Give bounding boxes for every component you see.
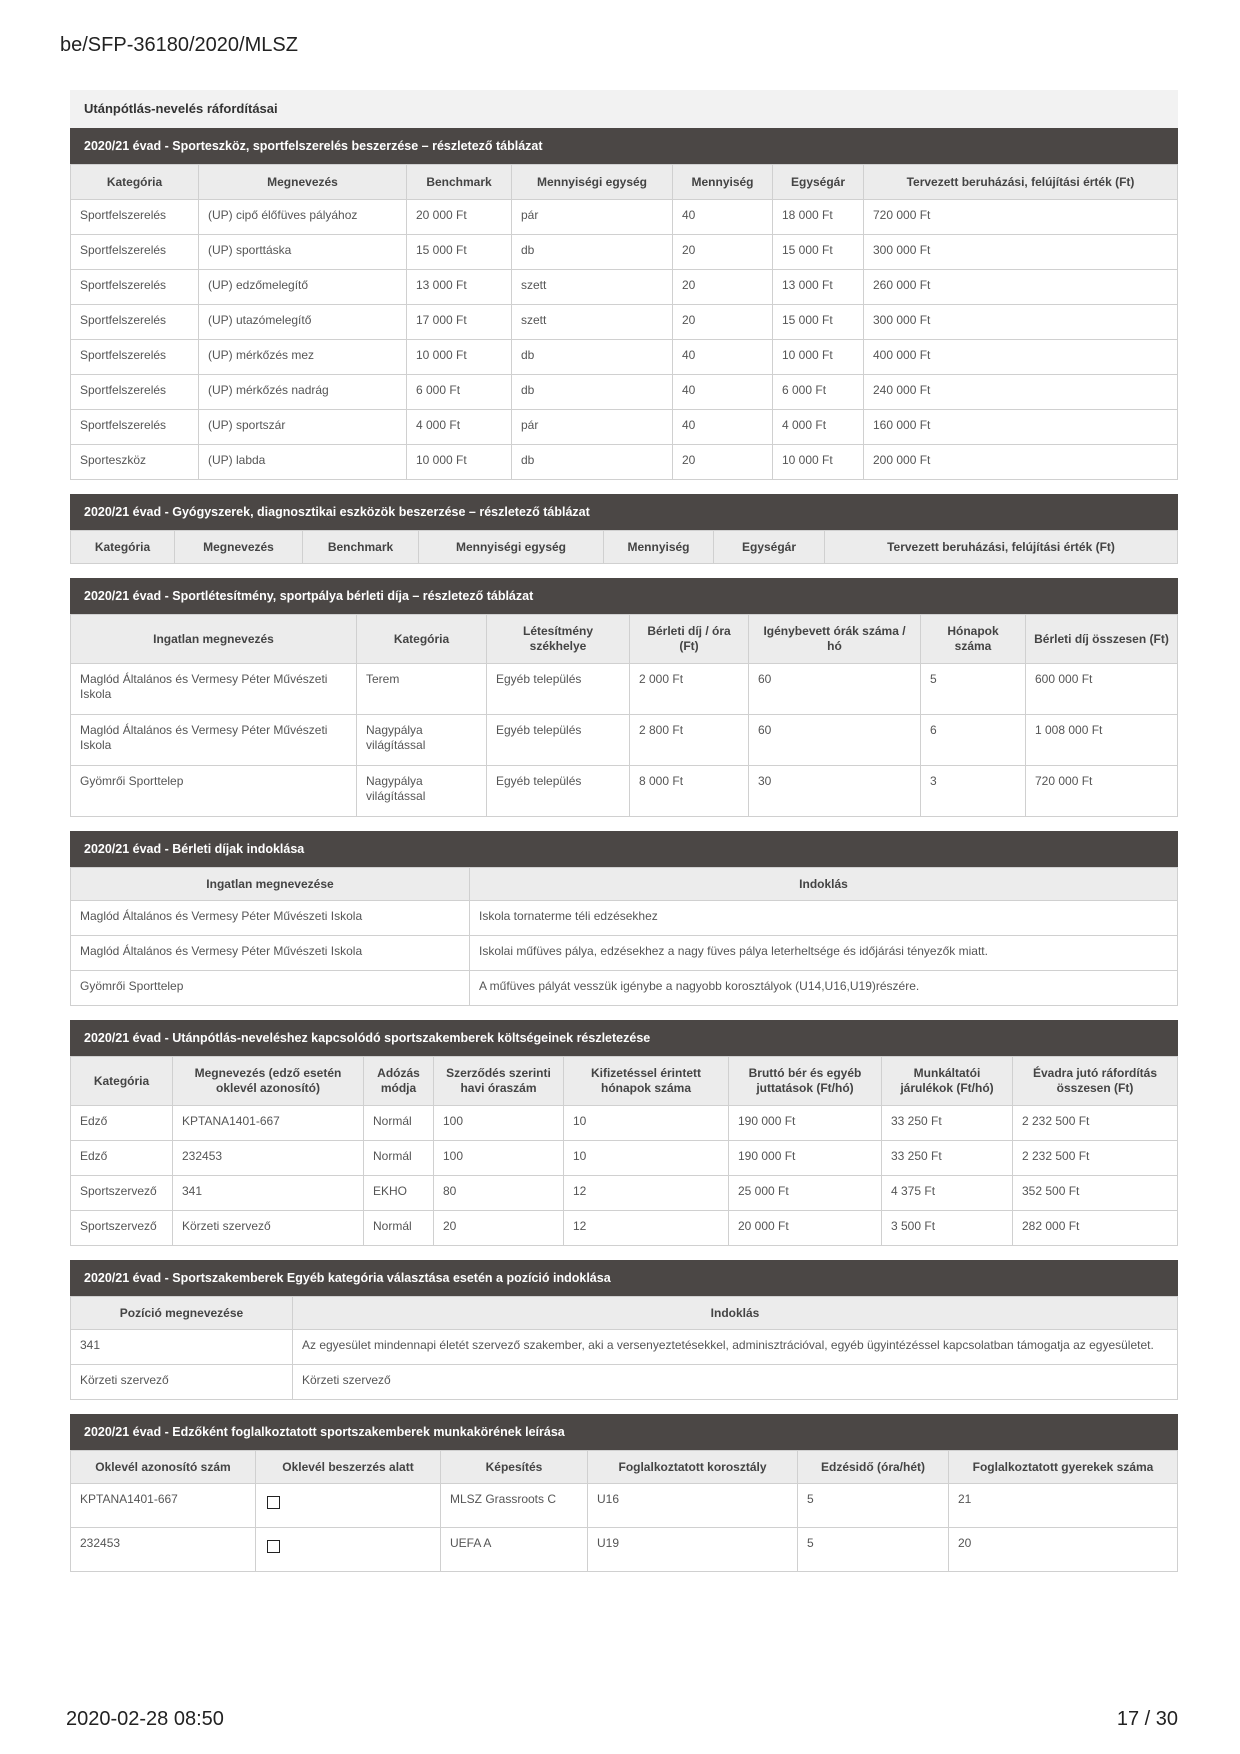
table-cell: 10 000 Ft [407,340,512,375]
column-header: Létesítmény székhelye [487,615,630,664]
table-cell: 18 000 Ft [773,200,864,235]
rental-reason-title: 2020/21 évad - Bérleti díjak indoklása [70,831,1178,867]
equipment-table [70,164,1178,480]
table-cell: A műfüves pályát vesszük igénybe a nagyobb korosztályok (U14,U16,U19)részére. [470,971,1178,1006]
column-header: Igénybevett órák száma / hó [749,615,921,664]
table-cell: 160 000 Ft [864,410,1178,445]
table-cell: Maglód Általános és Vermesy Péter Művészeti Iskola [71,901,470,936]
table-cell: 6 [921,715,1026,766]
table-row [71,445,1178,480]
table-cell: 5 [798,1484,949,1528]
table-cell: 40 [673,410,773,445]
column-header: Tervezett beruházási, felújítási érték (Ft) [864,165,1178,200]
column-header: Megnevezés [199,165,407,200]
column-header: Megnevezés (edző esetén oklevél azonosító) [173,1057,364,1106]
column-header: Mennyiség [604,531,714,564]
column-header: Munkáltatói járulékok (Ft/hó) [882,1057,1013,1106]
coaches-table [70,1450,1178,1572]
table-cell: 260 000 Ft [864,270,1178,305]
column-header: Mennyiség [673,165,773,200]
table-cell: MLSZ Grassroots C [441,1484,588,1528]
table-header-row [71,868,1178,901]
table-cell: 4 000 Ft [407,410,512,445]
table-cell: 30 [749,766,921,817]
table-cell: Maglód Általános és Vermesy Péter Művészeti Iskola [71,715,357,766]
column-header: Évadra jutó ráfordítás összesen (Ft) [1013,1057,1178,1106]
table-row [71,971,1178,1006]
table-row [71,410,1178,445]
table-cell: 15 000 Ft [407,235,512,270]
table-cell: 40 [673,200,773,235]
table-cell: (UP) mérkőzés nadrág [199,375,407,410]
table-cell: KPTANA1401-667 [173,1106,364,1141]
column-header: Bérleti díj összesen (Ft) [1026,615,1178,664]
table-cell: (UP) sporttáska [199,235,407,270]
table-header-row [71,531,1178,564]
staff-title: 2020/21 évad - Utánpótlás-neveléshez kapcsolódó sportszakemberek költségeinek részletezése [70,1020,1178,1056]
table-cell: 240 000 Ft [864,375,1178,410]
table-cell: 2 232 500 Ft [1013,1106,1178,1141]
table-cell: 12 [564,1176,729,1211]
table-cell: 2 232 500 Ft [1013,1141,1178,1176]
column-header: Mennyiségi egység [419,531,604,564]
table-cell: 5 [921,664,1026,715]
table-row [71,1528,1178,1572]
table-cell: 20 [673,270,773,305]
table-cell: db [512,375,673,410]
staff-section [70,1020,1178,1246]
table-cell: 60 [749,715,921,766]
coaches-title: 2020/21 évad - Edzőként foglalkoztatott sportszakemberek munkakörének leírása [70,1414,1178,1450]
table-cell: 190 000 Ft [729,1141,882,1176]
column-header: Kategória [71,1057,173,1106]
table-cell: 10 000 Ft [773,445,864,480]
table-cell: Egyéb település [487,715,630,766]
equipment-title: 2020/21 évad - Sporteszköz, sportfelszerelés beszerzése – részletező táblázat [70,128,1178,164]
table-cell: EKHO [364,1176,434,1211]
table-cell: 300 000 Ft [864,305,1178,340]
table-cell: db [512,445,673,480]
table-header-row [71,165,1178,200]
table-row [71,901,1178,936]
table-cell: 341 [173,1176,364,1211]
table-row [71,1211,1178,1246]
table-row [71,200,1178,235]
table-cell: 20 [673,445,773,480]
table-cell: 3 [921,766,1026,817]
column-header: Oklevél beszerzés alatt [256,1451,441,1484]
table-cell: 8 000 Ft [630,766,749,817]
table-row [71,715,1178,766]
in-progress-checkbox[interactable] [267,1540,280,1553]
table-cell: 6 000 Ft [407,375,512,410]
table-row [71,1141,1178,1176]
column-header: Indoklás [470,868,1178,901]
table-cell: 300 000 Ft [864,235,1178,270]
table-cell: Sportfelszerelés [71,305,199,340]
table-cell: 20 [673,305,773,340]
column-header: Tervezett beruházási, felújítási érték (Ft) [825,531,1178,564]
table-cell: Gyömrői Sporttelep [71,766,357,817]
table-cell: 10 [564,1106,729,1141]
column-header: Ingatlan megnevezése [71,868,470,901]
column-header: Hónapok száma [921,615,1026,664]
table-cell: 2 000 Ft [630,664,749,715]
column-header: Egységár [773,165,864,200]
column-header: Ingatlan megnevezés [71,615,357,664]
table-cell: 20 [949,1528,1178,1572]
table-header-row [71,615,1178,664]
table-cell: (UP) labda [199,445,407,480]
page-number: 17 / 30 [1116,1708,1178,1730]
table-cell: Gyömrői Sporttelep [71,971,470,1006]
table-cell: Sporteszköz [71,445,199,480]
column-header: Bérleti díj / óra (Ft) [630,615,749,664]
table-cell: Nagypálya világítással [357,715,487,766]
coaches-section [70,1414,1178,1572]
table-cell: 720 000 Ft [864,200,1178,235]
table-cell: Maglód Általános és Vermesy Péter Művészeti Iskola [71,936,470,971]
table-cell: Sportszervező [71,1176,173,1211]
column-header: Foglalkoztatott gyerekek száma [949,1451,1178,1484]
position-reason-title: 2020/21 évad - Sportszakemberek Egyéb kategória választása esetén a pozíció indoklása [70,1260,1178,1296]
table-cell: 2 800 Ft [630,715,749,766]
table-row [71,305,1178,340]
table-row [71,1176,1178,1211]
table-cell: pár [512,410,673,445]
table-cell: Sportfelszerelés [71,235,199,270]
table-cell: 600 000 Ft [1026,664,1178,715]
column-header: Mennyiségi egység [512,165,673,200]
column-header: Indoklás [293,1297,1178,1330]
table-header-row [71,1057,1178,1106]
table-cell: Maglód Általános és Vermesy Péter Művészeti Iskola [71,664,357,715]
table-cell: 20 [673,235,773,270]
table-cell: U19 [588,1528,798,1572]
page-content [70,90,1178,1572]
table-cell: 17 000 Ft [407,305,512,340]
table-cell: Terem [357,664,487,715]
table-cell: szett [512,305,673,340]
table-cell: 200 000 Ft [864,445,1178,480]
table-cell: 25 000 Ft [729,1176,882,1211]
table-cell: 40 [673,340,773,375]
table-cell: 6 000 Ft [773,375,864,410]
table-row [71,766,1178,817]
column-header: Benchmark [303,531,419,564]
table-cell: 190 000 Ft [729,1106,882,1141]
column-header: Bruttó bér és egyéb juttatások (Ft/hó) [729,1057,882,1106]
table-cell: UEFA A [441,1528,588,1572]
table-cell: Iskolai műfüves pálya, edzésekhez a nagy füves pálya leterheltsége és időjárási tényezők miatt. [470,936,1178,971]
table-row [71,270,1178,305]
column-header: Kategória [71,531,175,564]
table-cell: Sportfelszerelés [71,340,199,375]
table-row [71,936,1178,971]
table-cell [256,1528,441,1572]
medicine-table [70,530,1178,564]
table-cell: 400 000 Ft [864,340,1178,375]
table-cell: 352 500 Ft [1013,1176,1178,1211]
table-cell: Körzeti szervező [71,1365,293,1400]
table-header-row [71,1297,1178,1330]
medicine-title: 2020/21 évad - Gyógyszerek, diagnosztikai eszközök beszerzése – részletező táblázat [70,494,1178,530]
column-header: Képesítés [441,1451,588,1484]
equipment-section [70,128,1178,480]
table-cell: 10 000 Ft [773,340,864,375]
table-cell: KPTANA1401-667 [71,1484,256,1528]
table-cell: (UP) mérkőzés mez [199,340,407,375]
footer-timestamp: 2020-02-28 08:50 [66,1708,224,1730]
column-header: Oklevél azonosító szám [71,1451,256,1484]
table-cell: U16 [588,1484,798,1528]
table-cell: pár [512,200,673,235]
table-cell: (UP) cipő élőfüves pályához [199,200,407,235]
table-cell: 80 [434,1176,564,1211]
table-cell: 13 000 Ft [407,270,512,305]
column-header: Szerződés szerinti havi óraszám [434,1057,564,1106]
column-header: Kategória [357,615,487,664]
rental-table [70,614,1178,817]
table-header-row [71,1451,1178,1484]
table-cell [256,1484,441,1528]
table-cell: 20 [434,1211,564,1246]
table-cell: Edző [71,1106,173,1141]
table-cell: (UP) edzőmelegítő [199,270,407,305]
table-row [71,1330,1178,1365]
table-cell: 13 000 Ft [773,270,864,305]
table-cell: 20 000 Ft [729,1211,882,1246]
table-cell: 100 [434,1106,564,1141]
table-cell: Normál [364,1106,434,1141]
table-cell: (UP) utazómelegítő [199,305,407,340]
table-cell: db [512,235,673,270]
column-header: Pozíció megnevezése [71,1297,293,1330]
table-cell: 33 250 Ft [882,1106,1013,1141]
table-cell: Sportfelszerelés [71,375,199,410]
table-row [71,340,1178,375]
table-row [71,1106,1178,1141]
table-cell: db [512,340,673,375]
table-cell: 21 [949,1484,1178,1528]
column-header: Megnevezés [175,531,303,564]
table-cell: 15 000 Ft [773,305,864,340]
table-cell: Körzeti szervező [173,1211,364,1246]
table-row [71,664,1178,715]
column-header: Kategória [71,165,199,200]
table-cell: 10 [564,1141,729,1176]
document-id: be/SFP-36180/2020/MLSZ [60,34,298,56]
position-reason-table [70,1296,1178,1400]
table-cell: Nagypálya világítással [357,766,487,817]
table-cell: 20 000 Ft [407,200,512,235]
table-cell: 232453 [71,1528,256,1572]
table-cell: (UP) sportszár [199,410,407,445]
column-header: Adózás módja [364,1057,434,1106]
table-cell: 100 [434,1141,564,1176]
table-cell: Iskola tornaterme téli edzésekhez [470,901,1178,936]
table-cell: Az egyesület mindennapi életét szervező szakember, aki a versenyeztetésekkel, adminisztrációval, egyéb ügyintézéssel kapcsolatban támogatja az egyesületet. [293,1330,1178,1365]
rental-section [70,578,1178,817]
table-row [71,1365,1178,1400]
position-reason-section [70,1260,1178,1400]
column-header: Kifizetéssel érintett hónapok száma [564,1057,729,1106]
column-header: Egységár [714,531,825,564]
table-row [71,375,1178,410]
table-row [71,235,1178,270]
table-cell: 232453 [173,1141,364,1176]
table-cell: Normál [364,1211,434,1246]
table-row [71,1484,1178,1528]
table-cell: 60 [749,664,921,715]
rental-reason-section [70,831,1178,1006]
medicine-section [70,494,1178,564]
in-progress-checkbox[interactable] [267,1496,280,1509]
table-cell: 1 008 000 Ft [1026,715,1178,766]
table-cell: 3 500 Ft [882,1211,1013,1246]
staff-table [70,1056,1178,1246]
table-cell: 40 [673,375,773,410]
column-header: Edzésidő (óra/hét) [798,1451,949,1484]
table-cell: Normál [364,1141,434,1176]
table-cell: Sportszervező [71,1211,173,1246]
table-cell: 4 000 Ft [773,410,864,445]
table-cell: 12 [564,1211,729,1246]
main-section-title: Utánpótlás-nevelés ráfordításai [70,90,1178,128]
table-cell: 341 [71,1330,293,1365]
column-header: Benchmark [407,165,512,200]
table-cell: 33 250 Ft [882,1141,1013,1176]
rental-title: 2020/21 évad - Sportlétesítmény, sportpálya bérleti díja – részletező táblázat [70,578,1178,614]
table-cell: 282 000 Ft [1013,1211,1178,1246]
table-cell: 4 375 Ft [882,1176,1013,1211]
table-cell: 5 [798,1528,949,1572]
table-cell: 10 000 Ft [407,445,512,480]
table-cell: Sportfelszerelés [71,200,199,235]
column-header: Foglalkoztatott korosztály [588,1451,798,1484]
table-cell: Körzeti szervező [293,1365,1178,1400]
table-cell: Egyéb település [487,766,630,817]
table-cell: Edző [71,1141,173,1176]
rental-reason-table [70,867,1178,1006]
table-cell: Sportfelszerelés [71,410,199,445]
table-cell: 720 000 Ft [1026,766,1178,817]
table-cell: Sportfelszerelés [71,270,199,305]
table-cell: Egyéb település [487,664,630,715]
table-cell: 15 000 Ft [773,235,864,270]
table-cell: szett [512,270,673,305]
